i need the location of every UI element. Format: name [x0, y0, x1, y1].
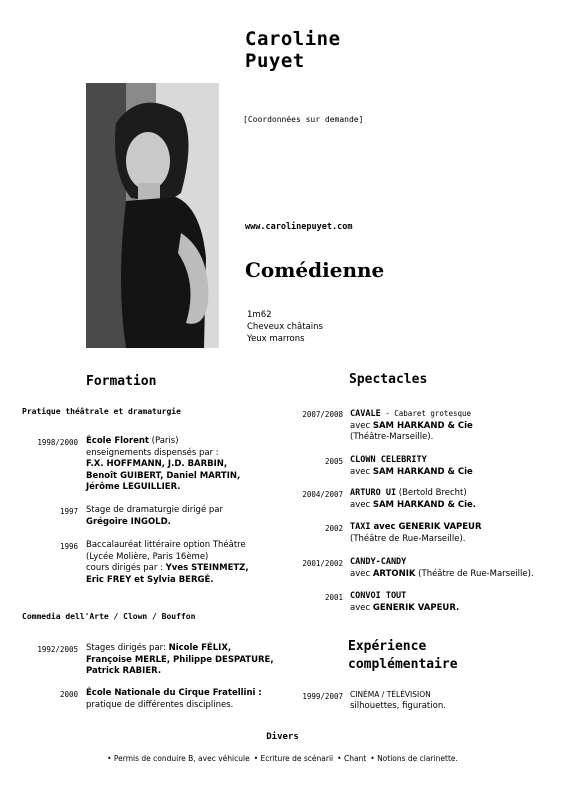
formation-year: 1998/2000	[37, 438, 78, 447]
spectacle-entry: CLOWN CELEBRITY avec SAM HARKAND & Cie	[350, 455, 473, 477]
divers-heading: Divers	[266, 732, 299, 742]
experience-year: 1999/2007	[302, 692, 343, 701]
spectacle-year: 2007/2008	[302, 410, 343, 419]
experience-heading: Expérience complémentaire	[348, 639, 458, 672]
divers-list	[0, 754, 565, 763]
divers-item: • Chant	[337, 754, 367, 763]
spectacles-heading: Spectacles	[349, 372, 428, 387]
contact-note: [Coordonnées sur demande]	[243, 115, 364, 124]
commedia-heading: Commedia dell'Arte / Clown / Bouffon	[22, 612, 196, 621]
attribute-hair: Cheveux châtains	[247, 322, 323, 332]
website-link[interactable]: www.carolinepuyet.com	[245, 222, 353, 232]
pratique-heading: Pratique théâtrale et dramaturgie	[22, 407, 181, 416]
first-name: Caroline	[245, 28, 341, 50]
spectacle-year: 2001/2002	[302, 559, 343, 568]
attributes-list	[247, 309, 323, 345]
spectacle-entry: CONVOI TOUT avec GENERIK VAPEUR.	[350, 591, 460, 613]
spectacle-entry: ARTURO UI (Bertold Brecht) avec SAM HARKAND & Cie.	[350, 488, 477, 510]
spectacle-year: 2001	[324, 593, 343, 602]
formation-year: 1996	[59, 542, 78, 551]
portrait-photo	[86, 83, 219, 348]
spectacle-entry: TAXI avec GENERIK VAPEUR (Théâtre de Rue-Marseille).	[350, 522, 482, 544]
spectacle-year: 2005	[324, 457, 343, 466]
commedia-entry: École Nationale du Cirque Fratellini : pratique de différentes disciplines.	[86, 688, 262, 710]
commedia-year: 1992/2005	[37, 645, 78, 654]
formation-entry: École Florent (Paris) enseignements dispensés par : F.X. HOFFMANN, J.D. BARBIN, Benoît GUIBERT, Daniel MARTIN, Jérôme LEGUILLIER.	[86, 436, 241, 492]
formation-heading: Formation	[86, 374, 157, 389]
attribute-eyes: Yeux marrons	[247, 334, 305, 344]
commedia-year: 2000	[59, 690, 78, 699]
spectacle-year: 2002	[324, 524, 343, 533]
formation-entry: Stage de dramaturgie dirigé par Grégoire INGOLD.	[86, 505, 223, 527]
experience-entry: CINÉMA / TÉLÉVISION silhouettes, figuration.	[350, 690, 446, 711]
spectacle-year: 2004/2007	[302, 490, 343, 499]
formation-entry: Baccalauréat littéraire option Théâtre (Lycée Molière, Paris 16ème) cours dirigés par : Yves STEINMETZ, Eric FREY et Sylvia BERGÉ.	[86, 540, 249, 585]
attribute-height: 1m62	[247, 310, 272, 320]
divers-item: • Permis de conduire B, avec véhicule	[107, 754, 250, 763]
divers-item: • Ecriture de scénarii	[253, 754, 334, 763]
spectacle-entry: CANDY-CANDY avec ARTONIK (Théâtre de Rue-Marseille).	[350, 557, 534, 579]
last-name: Puyet	[245, 50, 305, 72]
commedia-entry: Stages dirigés par: Nicole FÉLIX, Françoise MERLE, Philippe DESPATURE, Patrick RABIER.	[86, 643, 274, 676]
divers-item: • Notions de clarinette.	[370, 754, 458, 763]
spectacle-entry: CAVALE - Cabaret grotesque avec SAM HARKAND & Cie (Théâtre-Marseille).	[350, 409, 473, 442]
formation-year: 1997	[59, 507, 78, 516]
profession-title: Comédienne	[245, 258, 385, 282]
